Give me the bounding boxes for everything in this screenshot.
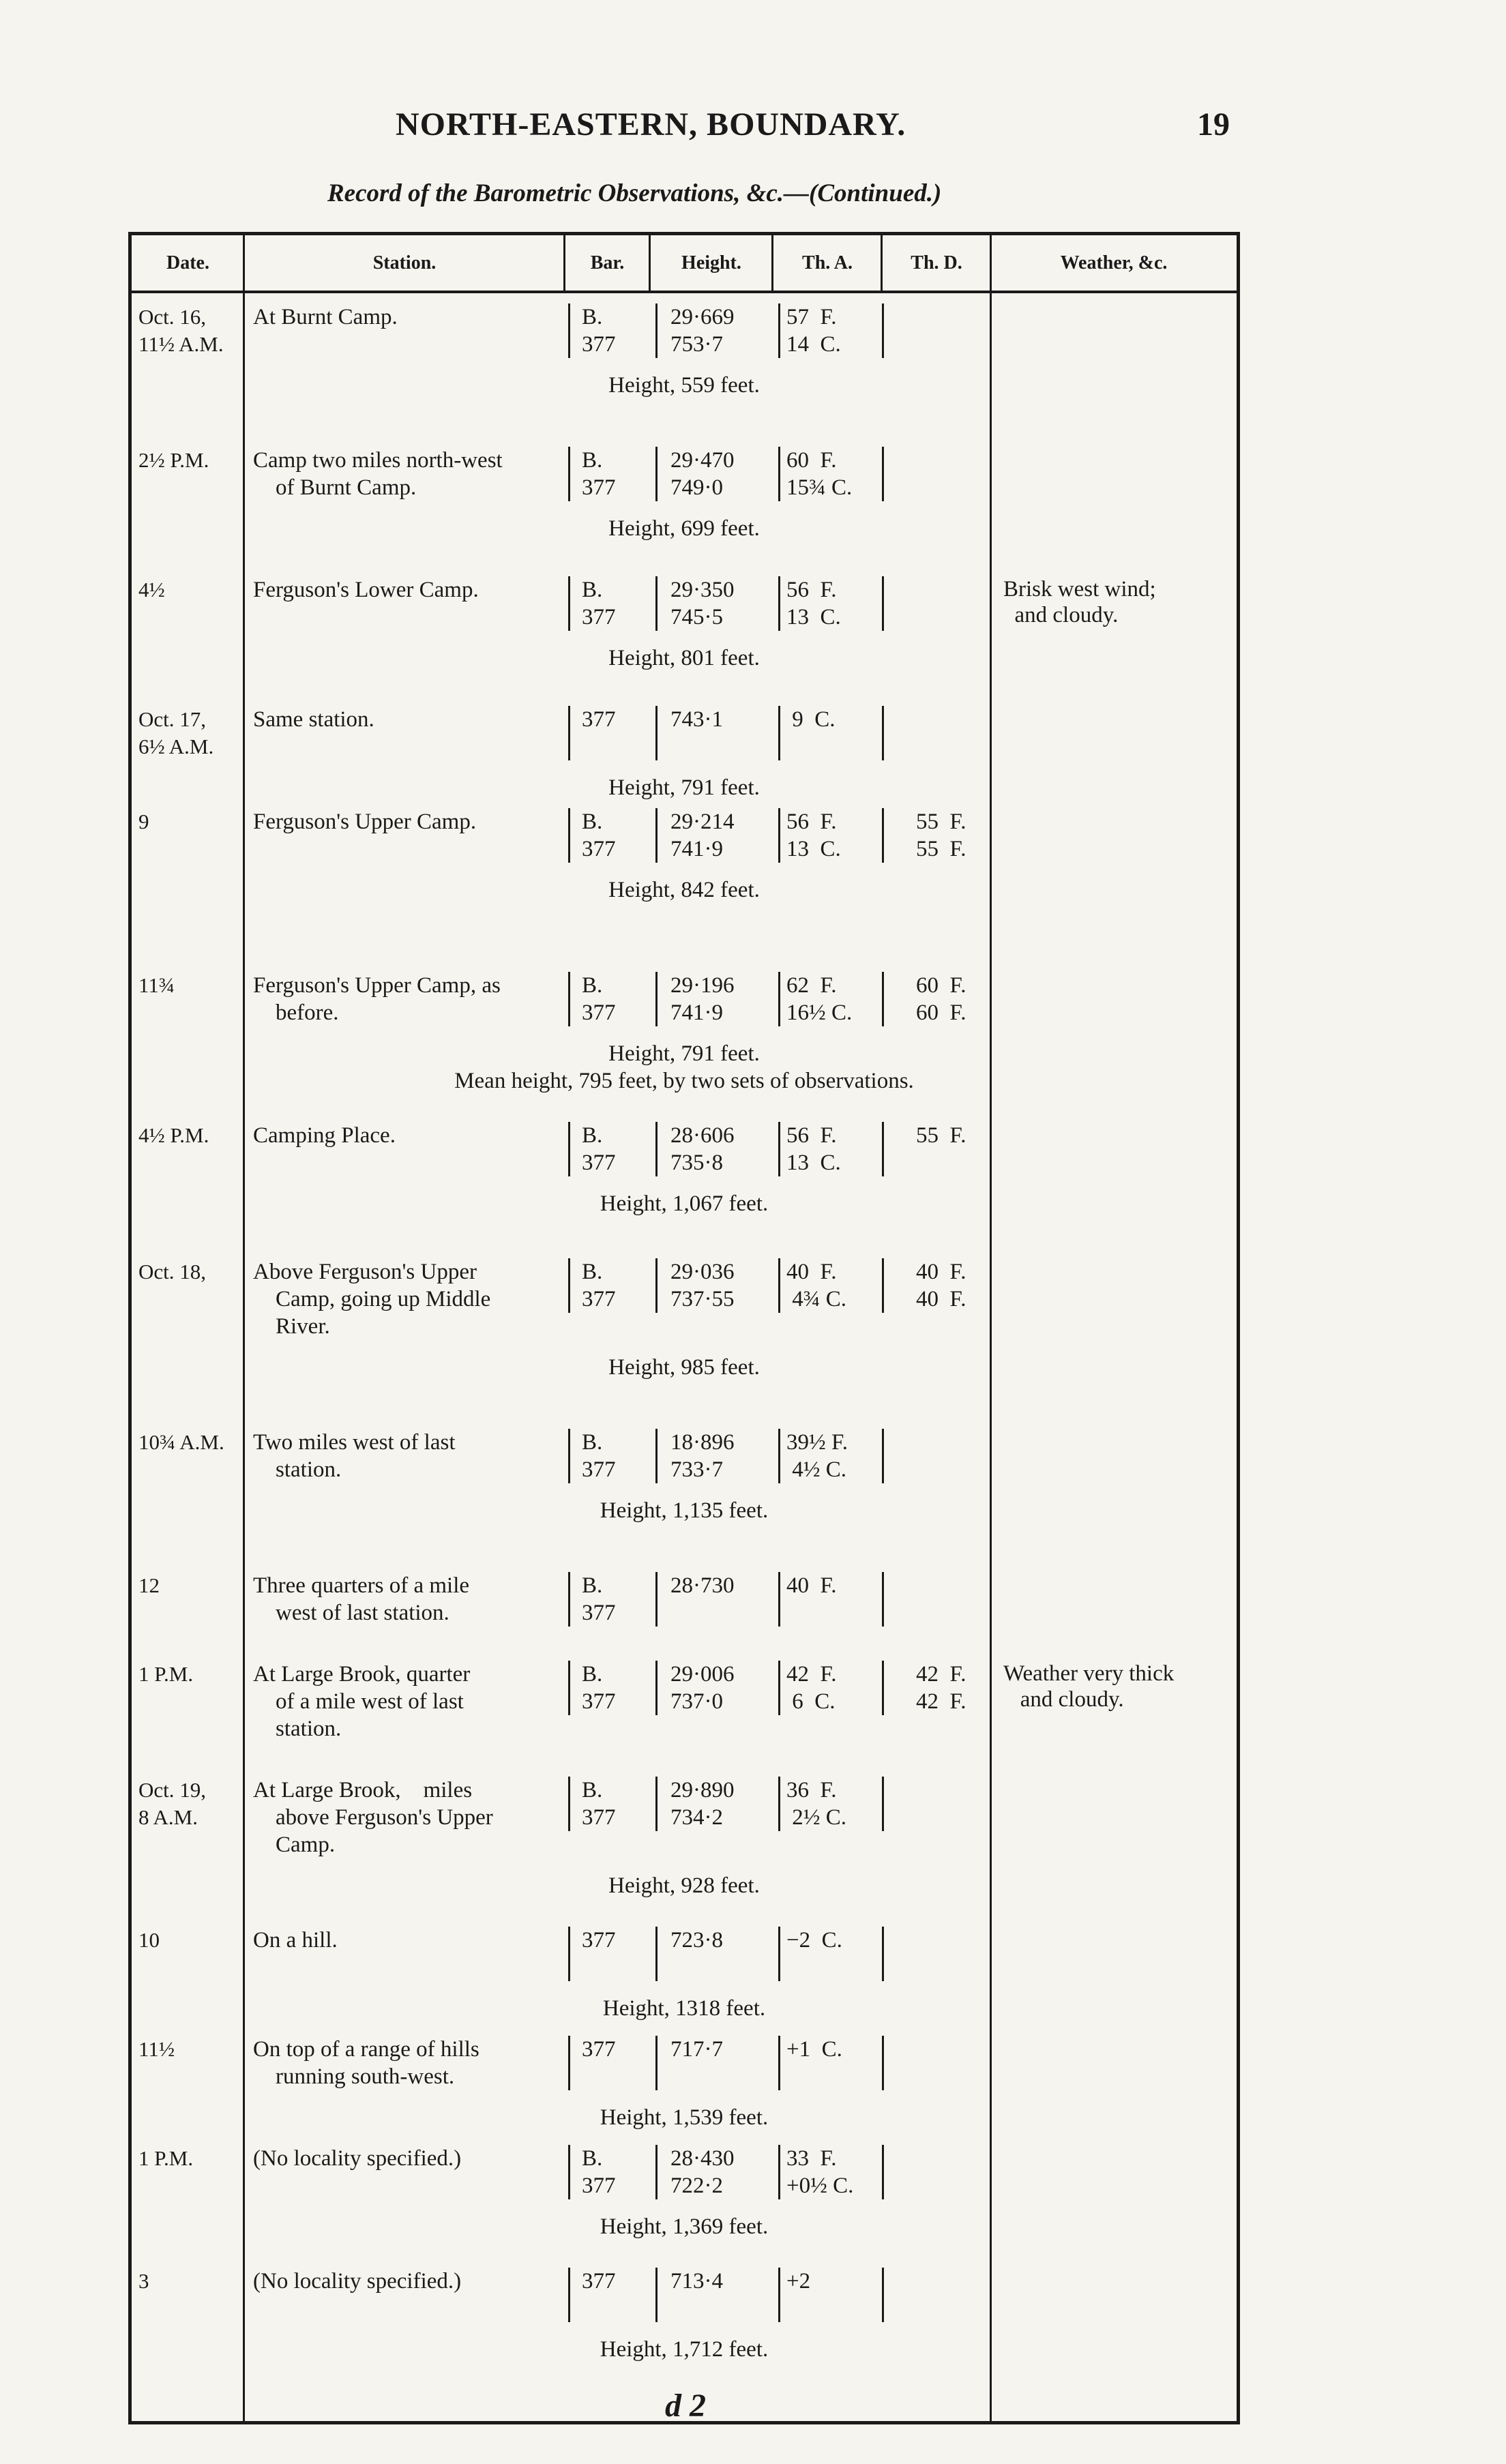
inline-rule-a	[568, 808, 570, 863]
entry-date: 4½	[138, 578, 165, 602]
inline-rule-c	[778, 1777, 780, 1831]
entry-station: Ferguson's Upper Camp.	[253, 810, 477, 834]
inline-rule-d	[882, 972, 884, 1026]
inline-rule-a	[568, 447, 570, 501]
entry-th-d: 40 F. 40 F.	[916, 1260, 966, 1311]
inline-rule-c	[778, 1572, 780, 1627]
inline-rule-b	[655, 706, 658, 760]
col-th-a: Th. A.	[802, 252, 853, 273]
inline-rule-b	[655, 2036, 658, 2090]
entry-weather: Brisk west wind; and cloudy.	[1003, 577, 1156, 627]
inline-rule-a	[568, 2145, 570, 2199]
entry-height: 717·7	[670, 2037, 723, 2062]
entry-bar: B. 377	[582, 578, 616, 629]
page-number: 19	[1197, 106, 1230, 143]
table-header	[132, 235, 1237, 293]
entry-bar: B. 377	[582, 1123, 616, 1175]
running-head	[0, 106, 1506, 153]
entry-th-a: 60 F. 15¾ C.	[786, 448, 853, 500]
inline-rule-d	[882, 1429, 884, 1483]
entry-date: 9	[138, 810, 149, 833]
entry-date: Oct. 19, 8 A.M.	[138, 1778, 207, 1829]
inline-rule-b	[655, 1927, 658, 1981]
inline-rule-b	[655, 576, 658, 631]
entry-bar: B. 377	[582, 305, 616, 357]
entry-station: At Large Brook, quarter of a mile west of last station.	[253, 1662, 471, 1741]
entry-weather: Weather very thick and cloudy.	[1003, 1661, 1175, 1712]
entry-height: 713·4	[670, 2269, 723, 2294]
entry-bar: B. 377	[582, 1430, 616, 1482]
inline-rule-b	[655, 1429, 658, 1483]
running-title: NORTH-EASTERN, BOUNDARY.	[396, 106, 906, 143]
entry-station: Above Ferguson's Upper Camp, going up Middle River.	[253, 1260, 491, 1339]
col-date: Date.	[166, 252, 209, 273]
entry-height-summary: Height, 791 feet. Mean height, 795 feet, by two sets of observations.	[454, 1041, 914, 1093]
inline-rule-a	[568, 2036, 570, 2090]
entry-th-a: 9 C.	[786, 707, 836, 732]
inline-rule-d	[882, 1258, 884, 1313]
entry-th-a: 57 F. 14 C.	[786, 305, 841, 357]
inline-rule-d	[882, 1572, 884, 1627]
entry-height: 723·8	[670, 1928, 723, 1953]
inline-rule-c	[778, 1122, 780, 1176]
rule-bar	[649, 235, 651, 293]
inline-rule-d	[882, 1661, 884, 1715]
entry-station: (No locality specified.)	[253, 2269, 462, 2294]
entry-station: At Burnt Camp.	[253, 305, 398, 329]
entry-th-a: 33 F. +0½ C.	[786, 2146, 854, 2198]
inline-rule-c	[778, 2036, 780, 2090]
entry-date: 12	[138, 1573, 160, 1597]
entry-height: 29·036 737·55	[670, 1260, 735, 1311]
entry-th-a: 36 F. 2½ C.	[786, 1778, 847, 1830]
inline-rule-a	[568, 576, 570, 631]
col-th-d: Th. D.	[911, 252, 962, 273]
entry-th-d: 55 F.	[916, 1123, 966, 1148]
inline-rule-d	[882, 447, 884, 501]
inline-rule-d	[882, 1777, 884, 1831]
table-body	[132, 293, 1237, 2421]
entry-th-a: 56 F. 13 C.	[786, 578, 841, 629]
table-caption: Record of the Barometric Observations, &c.—(Continued.)	[327, 179, 942, 207]
inline-rule-c	[778, 447, 780, 501]
inline-rule-a	[568, 1661, 570, 1715]
entry-bar: 377	[582, 2037, 616, 2062]
entry-station: At Large Brook, miles above Ferguson's Upper Camp.	[253, 1778, 493, 1857]
entry-date: 2½ P.M.	[138, 448, 209, 472]
entry-date: 10¾ A.M.	[138, 1430, 224, 1454]
entry-date: 4½ P.M.	[138, 1123, 209, 1147]
entry-height: 743·1	[670, 707, 723, 732]
rule-station	[563, 235, 565, 293]
inline-rule-a	[568, 706, 570, 760]
entry-date: Oct. 18,	[138, 1260, 207, 1283]
inline-rule-c	[778, 972, 780, 1026]
entry-bar: 377	[582, 2269, 616, 2294]
entry-bar: B. 377	[582, 1778, 616, 1830]
inline-rule-a	[568, 1777, 570, 1831]
inline-rule-b	[655, 972, 658, 1026]
inline-rule-d	[882, 2268, 884, 2322]
col-weather: Weather, &c.	[1060, 252, 1168, 273]
inline-rule-d	[882, 1927, 884, 1981]
inline-rule-b	[655, 1258, 658, 1313]
entry-bar: B. 377	[582, 2146, 616, 2198]
col-height: Height.	[681, 252, 741, 273]
inline-rule-b	[655, 1572, 658, 1627]
entry-th-a: +1 C.	[786, 2037, 842, 2062]
entry-height-summary: Height, 1,539 feet.	[600, 2105, 769, 2130]
inline-rule-d	[882, 2036, 884, 2090]
inline-rule-a	[568, 972, 570, 1026]
entry-date: 3	[138, 2269, 149, 2293]
entry-th-a: 56 F. 13 C.	[786, 810, 841, 861]
inline-rule-a	[568, 1927, 570, 1981]
inline-rule-a	[568, 1122, 570, 1176]
entry-th-a: 39½ F. 4½ C.	[786, 1430, 848, 1482]
signature-mark: d 2	[665, 2388, 706, 2424]
entry-height: 29·350 745·5	[670, 578, 735, 629]
entry-height-summary: Height, 928 feet.	[608, 1873, 760, 1898]
inline-rule-d	[882, 303, 884, 358]
entry-height-summary: Height, 559 feet.	[608, 373, 760, 398]
entry-height-summary: Height, 1318 feet.	[602, 1996, 766, 2021]
entry-height: 28·730	[670, 1573, 735, 1598]
entry-date: Oct. 16, 11½ A.M.	[138, 305, 224, 356]
entry-height-summary: Height, 985 feet.	[608, 1355, 760, 1380]
entry-th-a: 40 F.	[786, 1573, 837, 1598]
inline-rule-a	[568, 2268, 570, 2322]
entry-station: Camp two miles north-west of Burnt Camp.	[253, 448, 503, 500]
entry-height-summary: Height, 1,369 feet.	[600, 2214, 769, 2239]
entry-height: 28·430 722·2	[670, 2146, 735, 2198]
entry-station: Ferguson's Lower Camp.	[253, 578, 479, 602]
entry-th-a: 62 F. 16½ C.	[786, 973, 853, 1025]
inline-rule-c	[778, 808, 780, 863]
entry-date: 11½	[138, 2037, 175, 2061]
col-bar: Bar.	[590, 252, 625, 273]
entry-th-d: 42 F. 42 F.	[916, 1662, 966, 1714]
entry-height: 28·606 735·8	[670, 1123, 735, 1175]
inline-rule-a	[568, 1572, 570, 1627]
entry-th-d: 60 F. 60 F.	[916, 973, 966, 1025]
inline-rule-c	[778, 303, 780, 358]
entry-bar: 377	[582, 1928, 616, 1953]
inline-rule-a	[568, 1429, 570, 1483]
entry-bar: 377	[582, 707, 616, 732]
entry-th-a: 42 F. 6 C.	[786, 1662, 837, 1714]
inline-rule-d	[882, 576, 884, 631]
col-station: Station.	[372, 252, 437, 273]
entry-height-summary: Height, 1,135 feet.	[600, 1498, 769, 1523]
entry-height: 29·470 749·0	[670, 448, 735, 500]
inline-rule-b	[655, 808, 658, 863]
entry-height: 18·896 733·7	[670, 1430, 735, 1482]
entry-bar: B. 377	[582, 1573, 616, 1625]
inline-rule-c	[778, 2145, 780, 2199]
inline-rule-b	[655, 2145, 658, 2199]
entry-station: (No locality specified.)	[253, 2146, 462, 2171]
inline-rule-b	[655, 1661, 658, 1715]
inline-rule-c	[778, 2268, 780, 2322]
inline-rule-b	[655, 2268, 658, 2322]
rule-height	[771, 235, 773, 293]
entry-height-summary: Height, 791 feet.	[608, 775, 760, 800]
inline-rule-d	[882, 1122, 884, 1176]
inline-rule-d	[882, 706, 884, 760]
entry-height-summary: Height, 1,067 feet.	[600, 1191, 769, 1216]
entry-date: 11¾	[138, 973, 175, 997]
inline-rule-c	[778, 576, 780, 631]
entry-bar: B. 377	[582, 973, 616, 1025]
inline-rule-b	[655, 303, 658, 358]
inline-rule-c	[778, 706, 780, 760]
inline-rule-b	[655, 1122, 658, 1176]
rule-tha	[881, 235, 883, 293]
entry-date: Oct. 17, 6½ A.M.	[138, 707, 214, 758]
entry-th-a: 56 F. 13 C.	[786, 1123, 841, 1175]
entry-height-summary: Height, 801 feet.	[608, 646, 760, 670]
entry-height: 29·890 734·2	[670, 1778, 735, 1830]
inline-rule-c	[778, 1661, 780, 1715]
inline-rule-a	[568, 303, 570, 358]
entry-th-d: 55 F. 55 F.	[916, 810, 966, 861]
entry-th-a: −2 C.	[786, 1928, 842, 1953]
entry-bar: B. 377	[582, 1662, 616, 1714]
entry-station: On top of a range of hills running south-west.	[253, 2037, 479, 2089]
entry-height: 29·214 741·9	[670, 810, 735, 861]
inline-rule-b	[655, 1777, 658, 1831]
entry-height: 29·669 753·7	[670, 305, 735, 357]
entry-station: Two miles west of last station.	[253, 1430, 456, 1482]
entry-date: 10	[138, 1928, 160, 1952]
entry-station: Ferguson's Upper Camp, as before.	[253, 973, 501, 1025]
inline-rule-c	[778, 1429, 780, 1483]
entry-height: 29·006 737·0	[670, 1662, 735, 1714]
inline-rule-b	[655, 447, 658, 501]
entry-station: Camping Place.	[253, 1123, 396, 1148]
entry-bar: B. 377	[582, 810, 616, 861]
entry-station: Same station.	[253, 707, 374, 732]
inline-rule-a	[568, 1258, 570, 1313]
entry-height-summary: Height, 1,712 feet.	[600, 2337, 769, 2362]
entry-station: Three quarters of a mile west of last station.	[253, 1573, 470, 1625]
inline-rule-d	[882, 808, 884, 863]
entry-height-summary: Height, 699 feet.	[608, 516, 760, 541]
inline-rule-c	[778, 1258, 780, 1313]
entry-bar: B. 377	[582, 1260, 616, 1311]
inline-rule-c	[778, 1927, 780, 1981]
entry-bar: B. 377	[582, 448, 616, 500]
observations-table	[128, 232, 1240, 2424]
entry-th-a: +2	[786, 2269, 811, 2294]
entry-height-summary: Height, 842 feet.	[608, 878, 760, 902]
entry-height: 29·196 741·9	[670, 973, 735, 1025]
inline-rule-d	[882, 2145, 884, 2199]
entry-date: 1 P.M.	[138, 1662, 194, 1686]
entry-date: 1 P.M.	[138, 2146, 194, 2170]
entry-th-a: 40 F. 4¾ C.	[786, 1260, 847, 1311]
entry-station: On a hill.	[253, 1928, 338, 1953]
